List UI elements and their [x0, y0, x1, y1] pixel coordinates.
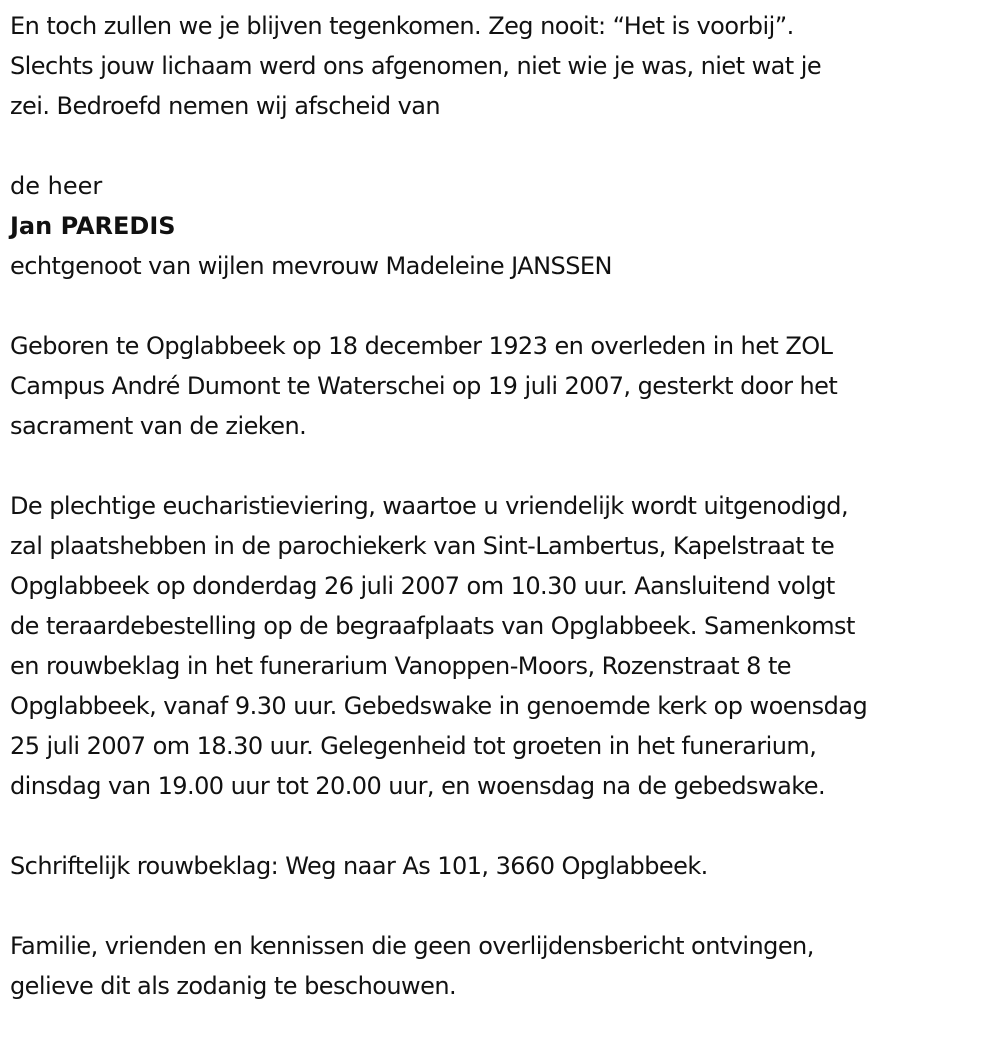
- paragraph-spacer: [10, 806, 990, 846]
- intro-line: En toch zullen we je blijven tegenkomen. Zeg nooit: “Het is voorbij”.: [10, 12, 794, 40]
- ceremony-line: dinsdag van 19.00 uur tot 20.00 uur, en woensdag na de gebedswake.: [10, 772, 826, 800]
- ceremony-line: Opglabbeek op donderdag 26 juli 2007 om 10.30 uur. Aansluitend volgt: [10, 572, 835, 600]
- intro-paragraph: [10, 6, 990, 126]
- ceremony-line: Opglabbeek, vanaf 9.30 uur. Gebedswake in genoemde kerk op woensdag: [10, 692, 868, 720]
- written-condolence-paragraph: [10, 846, 990, 886]
- closing-line: gelieve dit als zodanig te beschouwen.: [10, 972, 457, 1000]
- ceremony-line: De plechtige eucharistieviering, waartoe u vriendelijk wordt uitgenodigd,: [10, 492, 849, 520]
- deceased-relation: echtgenoot van wijlen mevrouw Madeleine JANSSEN: [10, 252, 612, 280]
- birth-death-line: Geboren te Opglabbeek op 18 december 1923 en overleden in het ZOL: [10, 332, 833, 360]
- birth-death-paragraph: [10, 326, 990, 446]
- ceremony-line: de teraardebestelling op de begraafplaats van Opglabbeek. Samenkomst: [10, 612, 855, 640]
- birth-death-line: Campus André Dumont te Waterschei op 19 juli 2007, gesterkt door het: [10, 372, 838, 400]
- deceased-name: Jan PAREDIS: [10, 212, 176, 240]
- closing-paragraph: [10, 926, 990, 1006]
- deceased-block: [10, 166, 990, 286]
- ceremony-paragraph: [10, 486, 990, 806]
- ceremony-line: en rouwbeklag in het funerarium Vanoppen-Moors, Rozenstraat 8 te: [10, 652, 792, 680]
- intro-line: Slechts jouw lichaam werd ons afgenomen, niet wie je was, niet wat je: [10, 52, 822, 80]
- paragraph-spacer: [10, 446, 990, 486]
- paragraph-spacer: [10, 126, 990, 166]
- deceased-title: de heer: [10, 172, 103, 200]
- closing-line: Familie, vrienden en kennissen die geen overlijdensbericht ontvingen,: [10, 932, 814, 960]
- intro-line: zei. Bedroefd nemen wij afscheid van: [10, 92, 441, 120]
- ceremony-line: 25 juli 2007 om 18.30 uur. Gelegenheid tot groeten in het funerarium,: [10, 732, 817, 760]
- ceremony-line: zal plaatshebben in de parochiekerk van Sint-Lambertus, Kapelstraat te: [10, 532, 835, 560]
- written-condolence-line: Schriftelijk rouwbeklag: Weg naar As 101, 3660 Opglabbeek.: [10, 852, 708, 880]
- birth-death-line: sacrament van de zieken.: [10, 412, 307, 440]
- paragraph-spacer: [10, 886, 990, 926]
- paragraph-spacer: [10, 286, 990, 326]
